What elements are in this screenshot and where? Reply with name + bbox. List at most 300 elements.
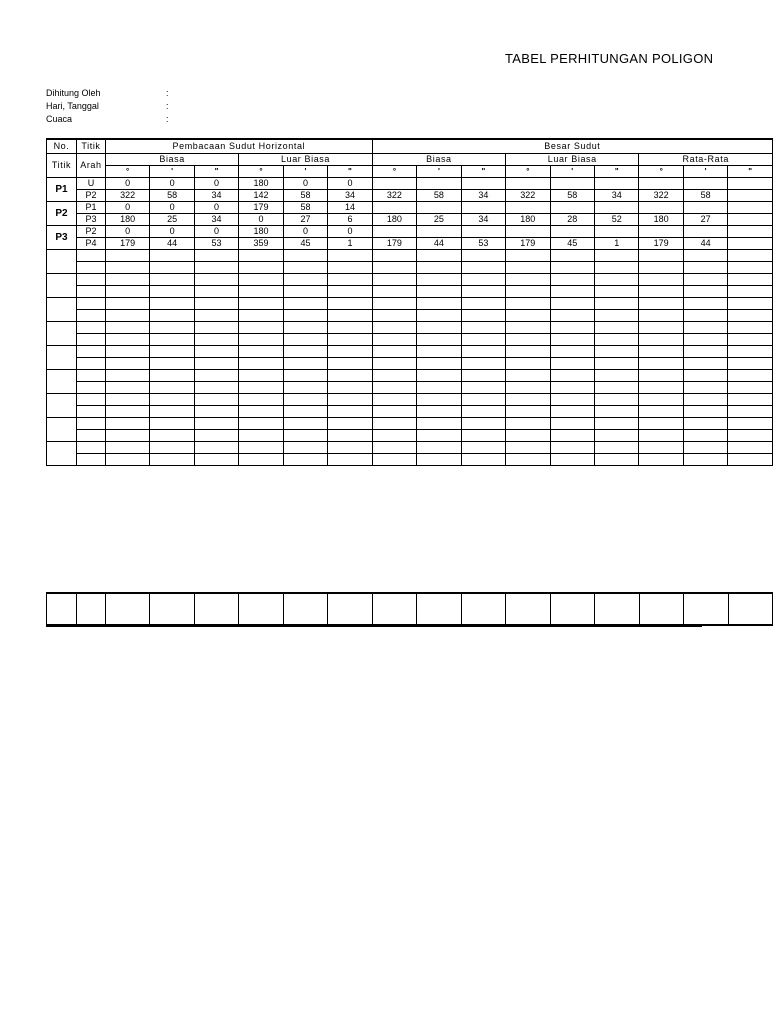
empty-cell — [76, 394, 105, 406]
empty-cell — [105, 430, 149, 442]
empty-cell — [239, 418, 283, 430]
empty-cell — [283, 394, 327, 406]
empty-cell — [506, 334, 550, 346]
empty-cell — [461, 394, 505, 406]
empty-cell — [372, 286, 416, 298]
empty-cell — [550, 346, 594, 358]
besar-luar-biasa-cell: 28 — [550, 214, 594, 226]
empty-cell — [194, 298, 238, 310]
empty-cell — [194, 418, 238, 430]
empty-cell — [239, 334, 283, 346]
second-symbol: " — [194, 166, 238, 178]
empty-cell — [506, 310, 550, 322]
meta-label: Cuaca — [46, 114, 73, 124]
empty-cell — [506, 442, 550, 454]
pembacaan-biasa-cell: 0 — [150, 202, 194, 214]
empty-cell — [639, 430, 683, 442]
empty-cell — [594, 442, 638, 454]
empty-cell — [239, 442, 283, 454]
empty-cell — [417, 394, 461, 406]
empty-cell — [639, 346, 683, 358]
arah-cell: P2 — [76, 226, 105, 238]
empty-cell — [372, 442, 416, 454]
empty-cell — [506, 358, 550, 370]
empty-row — [47, 286, 773, 298]
minute-symbol: ' — [150, 166, 194, 178]
empty-cell — [328, 334, 373, 346]
footer-cell — [76, 593, 105, 625]
empty-cell — [594, 394, 638, 406]
empty-row — [47, 322, 773, 334]
empty-cell — [550, 334, 594, 346]
pembacaan-biasa-cell: 0 — [150, 178, 194, 190]
header-pembacaan: Pembacaan Sudut Horizontal — [105, 139, 372, 154]
empty-cell — [372, 262, 416, 274]
empty-cell — [461, 454, 505, 466]
empty-cell — [76, 358, 105, 370]
empty-cell — [372, 394, 416, 406]
empty-cell — [594, 346, 638, 358]
meta-row-dihitung — [46, 87, 169, 100]
header-row-units — [47, 166, 773, 178]
pembacaan-biasa-cell: 0 — [194, 226, 238, 238]
footer-table-viewport — [46, 592, 702, 626]
empty-cell — [105, 370, 149, 382]
empty-cell — [594, 322, 638, 334]
empty-cell — [194, 334, 238, 346]
pembacaan-luar-biasa-cell: 0 — [239, 214, 283, 226]
pembacaan-luar-biasa-cell: 359 — [239, 238, 283, 250]
empty-cell — [194, 286, 238, 298]
empty-cell — [461, 346, 505, 358]
empty-cell — [417, 298, 461, 310]
empty-cell — [372, 430, 416, 442]
table-row — [47, 226, 773, 238]
footer-cell — [550, 593, 594, 625]
empty-cell — [150, 334, 194, 346]
empty-row — [47, 394, 773, 406]
besar-luar-biasa-cell: 180 — [506, 214, 550, 226]
empty-cell — [194, 322, 238, 334]
rata-rata-cell — [683, 178, 727, 190]
footer-cell — [684, 593, 728, 625]
empty-cell — [76, 298, 105, 310]
empty-cell — [239, 454, 283, 466]
empty-row — [47, 250, 773, 262]
empty-cell — [283, 370, 327, 382]
besar-biasa-cell: 179 — [372, 238, 416, 250]
empty-station-cell — [47, 274, 77, 298]
rata-rata-cell — [683, 202, 727, 214]
besar-biasa-cell — [461, 178, 505, 190]
besar-luar-biasa-cell — [506, 178, 550, 190]
empty-cell — [683, 454, 727, 466]
empty-cell — [328, 322, 373, 334]
besar-luar-biasa-cell: 52 — [594, 214, 638, 226]
empty-cell — [150, 394, 194, 406]
empty-cell — [683, 370, 727, 382]
empty-cell — [76, 250, 105, 262]
empty-cell — [550, 430, 594, 442]
minute-symbol: ' — [417, 166, 461, 178]
rata-rata-cell: 322 — [639, 190, 683, 202]
empty-cell — [417, 418, 461, 430]
pembacaan-biasa-cell: 179 — [105, 238, 149, 250]
empty-cell — [683, 418, 727, 430]
empty-cell — [194, 310, 238, 322]
besar-luar-biasa-cell: 1 — [594, 238, 638, 250]
empty-cell — [239, 298, 283, 310]
empty-cell — [728, 334, 773, 346]
empty-cell — [105, 382, 149, 394]
empty-cell — [639, 442, 683, 454]
empty-cell — [550, 442, 594, 454]
empty-cell — [594, 358, 638, 370]
empty-cell — [150, 454, 194, 466]
rata-rata-cell — [639, 226, 683, 238]
empty-cell — [417, 250, 461, 262]
empty-cell — [550, 406, 594, 418]
empty-cell — [683, 310, 727, 322]
empty-cell — [683, 322, 727, 334]
empty-cell — [639, 286, 683, 298]
empty-cell — [76, 334, 105, 346]
besar-luar-biasa-cell — [506, 226, 550, 238]
empty-cell — [239, 346, 283, 358]
empty-cell — [150, 310, 194, 322]
meta-block — [46, 87, 169, 126]
besar-luar-biasa-cell — [550, 178, 594, 190]
empty-cell — [76, 418, 105, 430]
table-row — [47, 178, 773, 190]
empty-cell — [194, 370, 238, 382]
rata-rata-cell — [639, 178, 683, 190]
besar-luar-biasa-cell — [594, 202, 638, 214]
besar-biasa-cell: 322 — [372, 190, 416, 202]
empty-cell — [728, 430, 773, 442]
empty-cell — [417, 346, 461, 358]
besar-biasa-cell — [417, 178, 461, 190]
degree-symbol: ° — [639, 166, 683, 178]
pembacaan-luar-biasa-cell: 180 — [239, 226, 283, 238]
besar-biasa-cell — [372, 178, 416, 190]
empty-cell — [639, 322, 683, 334]
besar-luar-biasa-cell: 58 — [550, 190, 594, 202]
empty-row — [47, 442, 773, 454]
empty-cell — [328, 394, 373, 406]
empty-cell — [639, 250, 683, 262]
empty-cell — [728, 442, 773, 454]
empty-cell — [506, 430, 550, 442]
empty-cell — [506, 418, 550, 430]
footer-cell — [595, 593, 639, 625]
empty-cell — [594, 334, 638, 346]
empty-cell — [594, 418, 638, 430]
empty-cell — [683, 250, 727, 262]
footer-underline — [46, 626, 702, 627]
empty-cell — [328, 346, 373, 358]
pembacaan-luar-biasa-cell: 142 — [239, 190, 283, 202]
empty-cell — [461, 430, 505, 442]
empty-cell — [639, 382, 683, 394]
empty-station-cell — [47, 298, 77, 322]
besar-luar-biasa-cell — [550, 226, 594, 238]
empty-cell — [283, 250, 327, 262]
empty-cell — [417, 286, 461, 298]
empty-cell — [372, 382, 416, 394]
empty-cell — [639, 358, 683, 370]
empty-cell — [550, 262, 594, 274]
empty-cell — [239, 274, 283, 286]
empty-cell — [372, 370, 416, 382]
empty-row — [47, 358, 773, 370]
empty-cell — [76, 406, 105, 418]
empty-cell — [417, 310, 461, 322]
table-row — [47, 214, 773, 226]
empty-cell — [328, 358, 373, 370]
empty-cell — [639, 418, 683, 430]
empty-cell — [328, 298, 373, 310]
pembacaan-biasa-cell: 34 — [194, 190, 238, 202]
page-title: TABEL PERHITUNGAN POLIGON — [505, 51, 714, 66]
empty-cell — [76, 370, 105, 382]
table-row — [47, 238, 773, 250]
empty-cell — [683, 298, 727, 310]
pembacaan-biasa-cell: 0 — [194, 202, 238, 214]
second-symbol: " — [728, 166, 773, 178]
empty-cell — [461, 310, 505, 322]
empty-cell — [461, 250, 505, 262]
empty-cell — [76, 274, 105, 286]
pembacaan-luar-biasa-cell: 1 — [328, 238, 373, 250]
empty-cell — [283, 442, 327, 454]
empty-cell — [239, 406, 283, 418]
empty-cell — [594, 370, 638, 382]
besar-biasa-cell — [417, 226, 461, 238]
header-rata-rata: Rata-Rata — [639, 154, 773, 166]
besar-biasa-cell: 58 — [417, 190, 461, 202]
empty-cell — [372, 274, 416, 286]
empty-cell — [372, 406, 416, 418]
pembacaan-biasa-cell: 180 — [105, 214, 149, 226]
header-titik: Titik — [76, 139, 105, 154]
empty-station-cell — [47, 250, 77, 274]
meta-label: Dihitung Oleh — [46, 88, 101, 98]
pembacaan-luar-biasa-cell: 34 — [328, 190, 373, 202]
rata-rata-cell — [728, 226, 773, 238]
header-besar-sudut: Besar Sudut — [372, 139, 772, 154]
empty-cell — [417, 274, 461, 286]
arah-cell: P3 — [76, 214, 105, 226]
empty-row — [47, 454, 773, 466]
empty-cell — [105, 298, 149, 310]
empty-cell — [105, 442, 149, 454]
empty-cell — [506, 250, 550, 262]
empty-cell — [105, 262, 149, 274]
empty-cell — [328, 382, 373, 394]
empty-cell — [461, 370, 505, 382]
empty-cell — [239, 394, 283, 406]
empty-cell — [417, 322, 461, 334]
empty-cell — [150, 274, 194, 286]
empty-cell — [639, 274, 683, 286]
second-symbol: " — [461, 166, 505, 178]
rata-rata-cell: 58 — [683, 190, 727, 202]
empty-cell — [550, 370, 594, 382]
meta-label: Hari, Tanggal — [46, 101, 99, 111]
empty-cell — [683, 382, 727, 394]
empty-row — [47, 346, 773, 358]
empty-cell — [506, 454, 550, 466]
empty-cell — [417, 262, 461, 274]
empty-cell — [728, 322, 773, 334]
rata-rata-cell — [728, 214, 773, 226]
empty-cell — [550, 322, 594, 334]
empty-cell — [728, 262, 773, 274]
empty-cell — [283, 322, 327, 334]
empty-cell — [594, 406, 638, 418]
empty-cell — [594, 454, 638, 466]
table-row — [47, 202, 773, 214]
empty-cell — [194, 358, 238, 370]
empty-cell — [194, 274, 238, 286]
besar-biasa-cell — [372, 226, 416, 238]
empty-cell — [594, 430, 638, 442]
besar-biasa-cell — [461, 202, 505, 214]
second-symbol: " — [328, 166, 373, 178]
empty-cell — [506, 286, 550, 298]
besar-luar-biasa-cell: 179 — [506, 238, 550, 250]
empty-station-cell — [47, 346, 77, 370]
pembacaan-luar-biasa-cell: 6 — [328, 214, 373, 226]
empty-cell — [639, 394, 683, 406]
pembacaan-luar-biasa-cell: 27 — [283, 214, 327, 226]
empty-cell — [283, 454, 327, 466]
header-row-2 — [47, 154, 773, 166]
empty-row — [47, 274, 773, 286]
empty-cell — [639, 370, 683, 382]
empty-cell — [328, 430, 373, 442]
empty-cell — [283, 346, 327, 358]
empty-station-cell — [47, 322, 77, 346]
empty-cell — [328, 310, 373, 322]
empty-cell — [76, 430, 105, 442]
empty-cell — [506, 382, 550, 394]
header-row-1 — [47, 139, 773, 154]
station-cell: P2 — [47, 202, 77, 226]
empty-cell — [550, 310, 594, 322]
empty-cell — [683, 358, 727, 370]
besar-biasa-cell: 53 — [461, 238, 505, 250]
besar-luar-biasa-cell: 34 — [594, 190, 638, 202]
empty-cell — [461, 442, 505, 454]
empty-cell — [76, 382, 105, 394]
empty-cell — [417, 334, 461, 346]
empty-cell — [372, 250, 416, 262]
empty-cell — [639, 262, 683, 274]
rata-rata-cell — [728, 238, 773, 250]
pembacaan-biasa-cell: 58 — [150, 190, 194, 202]
header-biasa-bs: Biasa — [372, 154, 505, 166]
empty-cell — [194, 442, 238, 454]
arah-cell: P2 — [76, 190, 105, 202]
besar-luar-biasa-cell — [594, 226, 638, 238]
empty-cell — [328, 262, 373, 274]
empty-row — [47, 382, 773, 394]
table-viewport — [46, 138, 753, 484]
empty-cell — [728, 394, 773, 406]
empty-cell — [683, 406, 727, 418]
empty-cell — [639, 406, 683, 418]
empty-cell — [283, 310, 327, 322]
empty-cell — [461, 274, 505, 286]
empty-cell — [194, 250, 238, 262]
empty-cell — [328, 406, 373, 418]
empty-cell — [594, 298, 638, 310]
empty-cell — [417, 370, 461, 382]
empty-cell — [683, 286, 727, 298]
empty-cell — [506, 406, 550, 418]
minute-symbol: ' — [683, 166, 727, 178]
footer-cell — [728, 593, 773, 625]
footer-cell — [150, 593, 194, 625]
empty-cell — [594, 286, 638, 298]
empty-cell — [506, 274, 550, 286]
empty-cell — [328, 274, 373, 286]
footer-cell — [417, 593, 461, 625]
empty-station-cell — [47, 370, 77, 394]
rata-rata-cell: 27 — [683, 214, 727, 226]
empty-cell — [76, 454, 105, 466]
empty-cell — [728, 370, 773, 382]
empty-cell — [461, 358, 505, 370]
empty-cell — [105, 334, 149, 346]
pembacaan-luar-biasa-cell: 0 — [283, 226, 327, 238]
meta-sep: : — [166, 88, 169, 98]
empty-cell — [150, 370, 194, 382]
empty-cell — [239, 358, 283, 370]
empty-cell — [683, 430, 727, 442]
empty-cell — [550, 250, 594, 262]
pembacaan-luar-biasa-cell: 0 — [328, 178, 373, 190]
empty-cell — [461, 262, 505, 274]
empty-cell — [105, 358, 149, 370]
empty-cell — [150, 286, 194, 298]
empty-cell — [372, 418, 416, 430]
empty-row — [47, 334, 773, 346]
footer-cell — [194, 593, 238, 625]
rata-rata-cell — [728, 178, 773, 190]
empty-row — [47, 430, 773, 442]
besar-biasa-cell: 34 — [461, 214, 505, 226]
empty-cell — [728, 358, 773, 370]
footer-cell — [372, 593, 416, 625]
empty-cell — [461, 298, 505, 310]
empty-cell — [76, 322, 105, 334]
minute-symbol: ' — [283, 166, 327, 178]
pembacaan-biasa-cell: 0 — [105, 178, 149, 190]
empty-cell — [372, 298, 416, 310]
degree-symbol: ° — [105, 166, 149, 178]
empty-cell — [417, 382, 461, 394]
besar-biasa-cell: 180 — [372, 214, 416, 226]
header-titik-col: Titik — [47, 154, 77, 178]
besar-luar-biasa-cell: 322 — [506, 190, 550, 202]
degree-symbol: ° — [239, 166, 283, 178]
empty-cell — [105, 406, 149, 418]
besar-biasa-cell — [372, 202, 416, 214]
footer-cell — [47, 593, 77, 625]
